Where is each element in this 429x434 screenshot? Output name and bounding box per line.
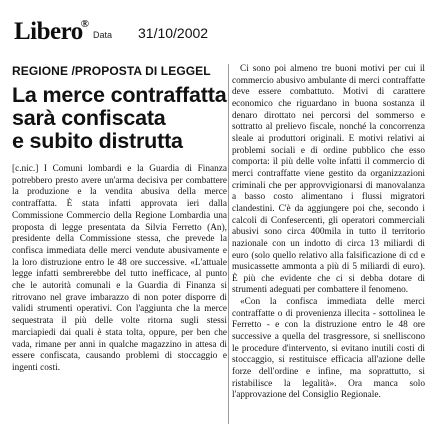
newspaper-logo: Libero® <box>14 18 89 45</box>
article-right-column <box>232 64 425 428</box>
article-headline <box>12 84 227 153</box>
paragraph: Ci sono poi almeno tre buoni motivi per cui il commercio abusivo ambulante di merci contraffatte deve essere combattuto. Motivi di carattere economico che riguardano in buona sostanza il denaro dirottato nei percorsi del sommerso e sottratto al prelievo fiscale, nonché la concorrenza sleale ai produttori originali. E motivi relativi ai problemi sociali e di ordine pubblico che esso comporta: il più delle volte infatti il commercio di merci contraffatte viene gestito da organizzazioni criminali che per approvvigionarsi di manovalanza a basso costo alimentano i flussi migratori clandestini. C'è da aggiungere poi che, secondo i calcoli di Confesercenti, gli operatori commerciali abusivi sono circa 400mila in tutto il territorio nazionale con un indotto di circa 13 miliardi di euro (solo quello relativo alla falsificazione di cd e musicassette ammonta a più di 5 miliardi di euro). È più che evidente che ci si debba dotare di strumenti adeguati per combattere il fenomeno. <box>232 64 425 296</box>
date-label: Data <box>93 30 113 40</box>
article-body-right <box>232 64 425 402</box>
article-body-left: [c.nic.] I Comuni lombardi e la Guardia di Finanza potrebbero presto avere un'arma decisiva per combattere la produzione e la vendita abusiva della merce contraffatta. È stata infatti approvata ieri dalla Commissione Commercio della Regione Lombardia una proposta di legge presentata da Silvia Ferretto (An), presidente della Commissione stessa, che prevede la confisca immediata delle merci vendute abusivamente e la loro distruzione entro le 48 ore successive. «L'attuale legge infatti sembrerebbe del tutto inefficace, al punto che le autorità comunali e la Guardia di Finanza si ritrovano nel grave imbarazzo di non poter disporre di validi strumenti operativi. Con l'aggiunta che la merce sequestrata il più delle volte ritorna sugli stessi marciapiedi dai quali è stata tolta, oppure, per ben che vada, rimane per anni in qualche magazzino in attesa di essere confiscata, causando problemi di stoccaggio e ingenti costi. <box>12 164 227 373</box>
date-value: 31/10/2002 <box>138 25 209 41</box>
headline-line: sarà confiscata <box>12 106 166 130</box>
page-header <box>0 0 429 52</box>
article-left-column <box>12 64 227 428</box>
article-kicker: REGIONE /PROPOSTA DI LEGGEL <box>12 64 211 78</box>
column-divider <box>228 64 229 424</box>
headline-line: La merce contraffatta <box>12 83 227 107</box>
headline-line: e subito distrutta <box>12 129 183 153</box>
paragraph: «Con la confisca immediata delle merci contraffatte o di provenienza illecita - sottolinea le Ferretto - e con la distruzione entro le 48 ore successive a quella del trasgressore, si snelliscono le procedure d'intervento, si evitano inutili costi di stoccaggio, si restituisce efficacia all'azione delle forze dell'ordine e infine, ma soprattutto, si ristabilisce la legalità». Ora manca solo l'approvazione del Consiglio Regionale. <box>232 297 425 401</box>
